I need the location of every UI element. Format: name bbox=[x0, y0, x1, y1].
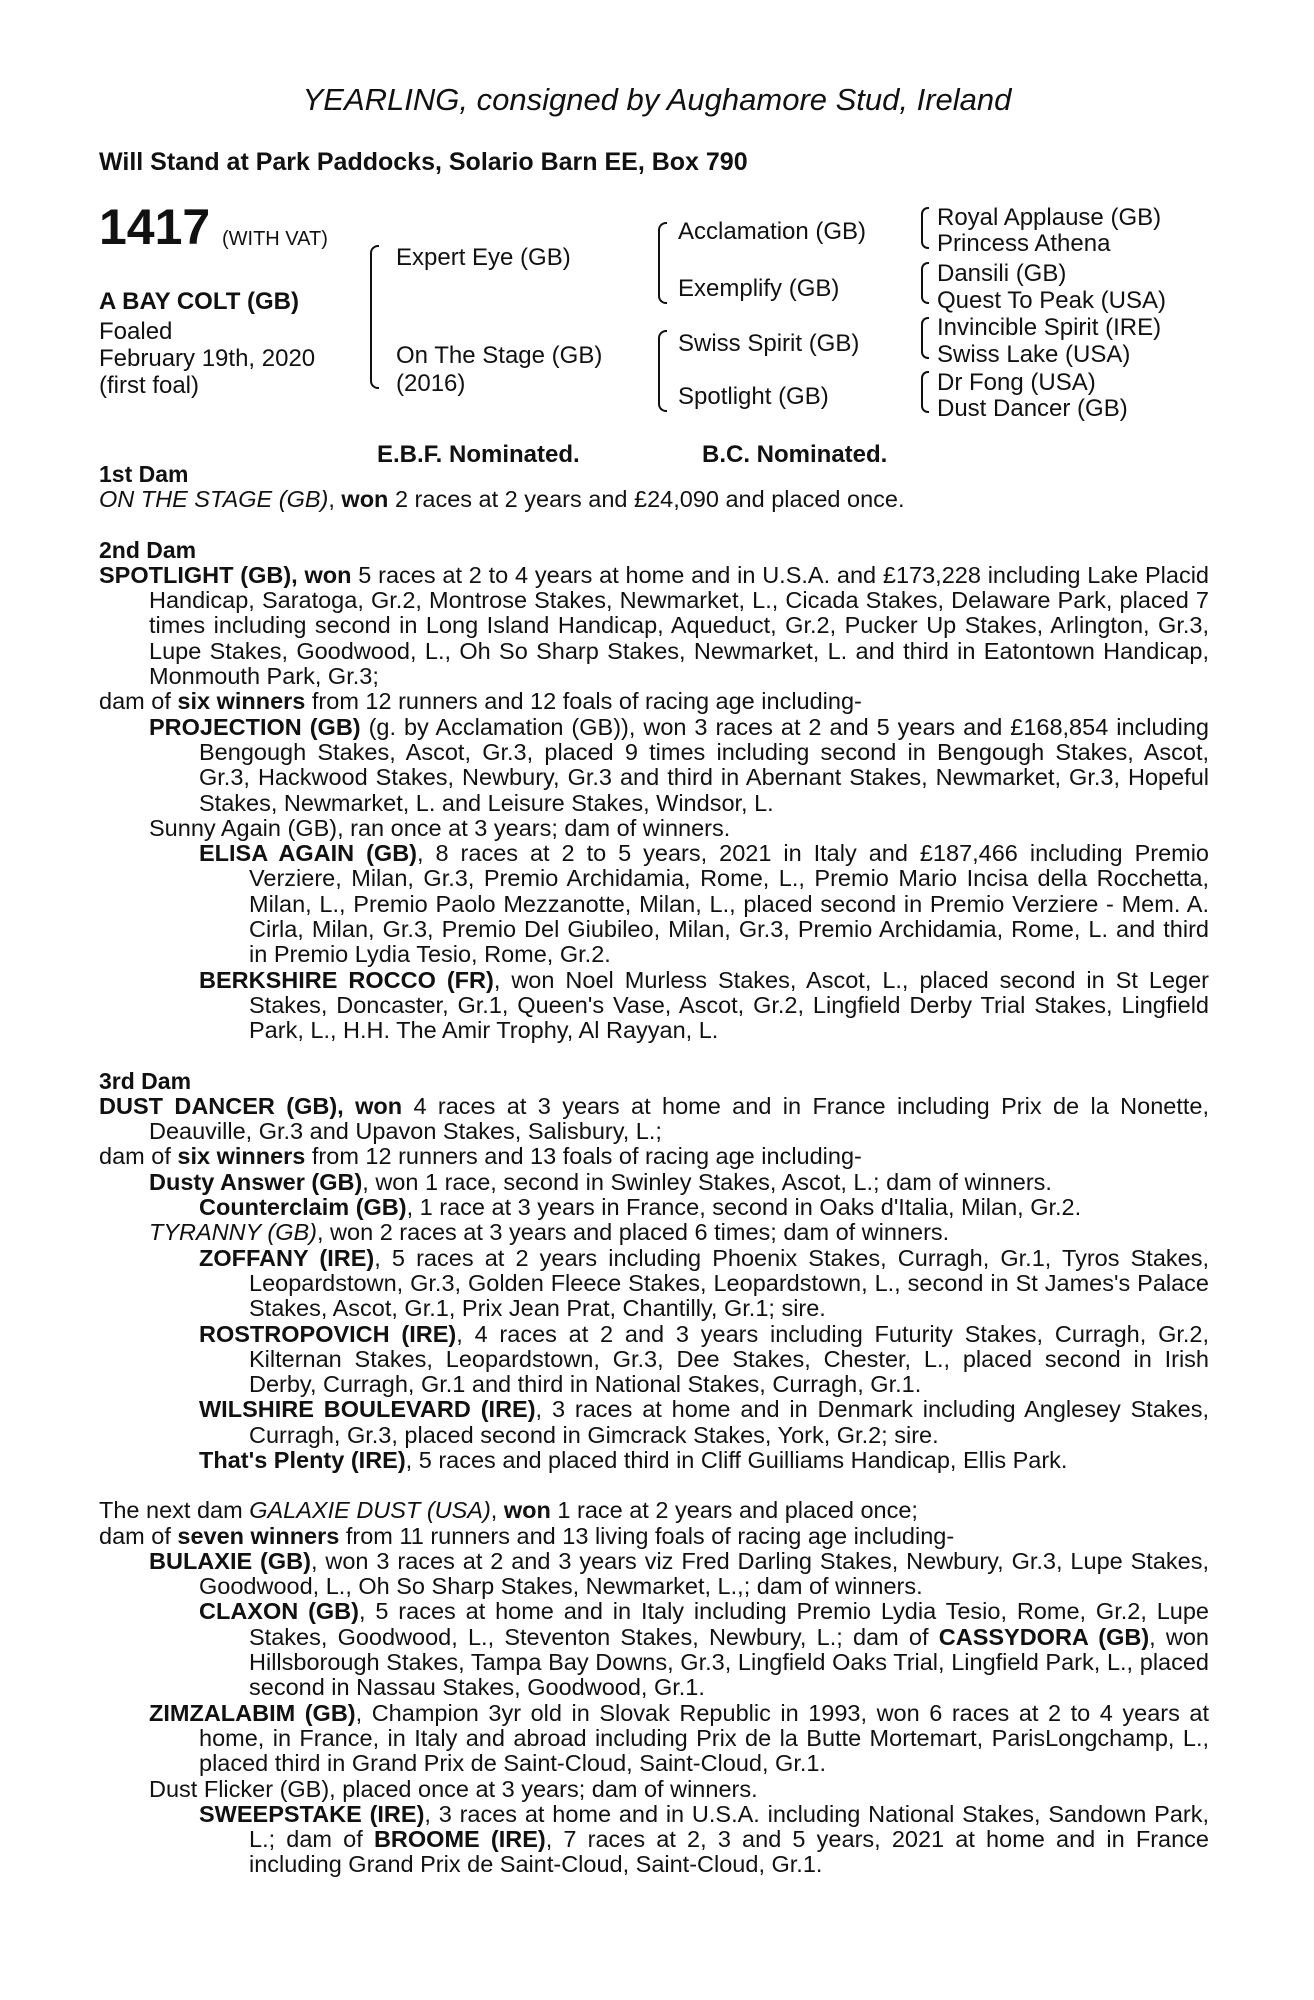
broome-text: , 7 races at 2, 3 and 5 years, 2021 at home and in France including Grand Prix de Saint-Cloud, Saint-Cloud, Gr.1. bbox=[249, 1826, 1209, 1878]
sweepstake-text: , 3 races at home and in U.S.A. including National Stakes, Sandown Park, L.; dam of bbox=[249, 1800, 1209, 1853]
zimzalabim-name: ZIMZALABIM (GB) bbox=[149, 1699, 356, 1726]
pedigree-dd-sire: Dr Fong (USA) bbox=[937, 369, 1096, 396]
pedigree-brace-sd bbox=[921, 262, 929, 304]
first-dam-text: 2 races at 2 years and £24,090 and placed once. bbox=[388, 486, 905, 513]
second-dam-heading: 2nd Dam bbox=[99, 536, 197, 563]
claxon-text: , 5 races at home and in Italy including Premio Lydia Tesio, Rome, Gr.2, Lupe Stakes, Goodwood, L., Steventon Stakes, Newbury, L.; dam of bbox=[249, 1598, 1209, 1650]
rostropovich-name: ROSTROPOVICH (IRE) bbox=[199, 1320, 457, 1347]
winners-count: seven winners bbox=[177, 1522, 340, 1549]
pedigree-sire-dam: Exemplify (GB) bbox=[678, 275, 840, 302]
produce-tyranny bbox=[99, 1220, 1209, 1245]
winners-count: six winners bbox=[177, 1143, 306, 1170]
third-dam-entry bbox=[99, 1094, 1209, 1145]
produce-zimzalabim bbox=[99, 1701, 1209, 1777]
third-dam-heading: 3rd Dam bbox=[99, 1067, 192, 1094]
pedigree-brace-dd bbox=[921, 371, 929, 413]
produce-projection bbox=[99, 715, 1209, 816]
pedigree-dam-dam: Spotlight (GB) bbox=[678, 383, 829, 410]
foaled-label: Foaled bbox=[99, 318, 173, 345]
zimzalabim-text: , Champion 3yr old in Slovak Republic in 1993, won 6 races at 2 to 4 years at home, in France, in Italy and abroad including Prix de la Butte Mortemart, ParisLongchamp, L., placed third in Grand Prix de Saint-Cloud, Saint-Cloud, Gr.1. bbox=[199, 1699, 1209, 1777]
runners-text: from 12 runners and 12 foals of racing age including- bbox=[305, 688, 862, 715]
tyranny-text: , won 2 races at 3 years and placed 6 times; dam of winners. bbox=[317, 1219, 950, 1246]
second-dam-entry bbox=[99, 563, 1209, 689]
cassydora-name: CASSYDORA (GB) bbox=[938, 1623, 1150, 1650]
winners-count: six winners bbox=[177, 688, 306, 715]
produce-sweepstake bbox=[99, 1802, 1209, 1878]
dusty-text: , won 1 race, second in Swinley Stakes, Ascot, L.; dam of winners. bbox=[362, 1168, 1052, 1195]
dam-of-prefix: dam of bbox=[99, 688, 178, 715]
pedigree-sd-sire: Dansili (GB) bbox=[937, 260, 1067, 287]
elisa-text: , 8 races at 2 to 5 years, 2021 in Italy and £187,466 including Premio Verziere, Milan, Gr.3, Premio Archidamia, Rome, L., Premio Mario Incisa della Rocchetta, Milan, L., Premio Paolo Mezzanotte, Milan, L., placed second in Premio Verziere - Mem. A. Cirla, Milan, Gr.3, Premio Del Giubileo, Milan, Gr.3, Premio Archidamia, Rome, L. and third in Premio Lydia Tesio, Rome, Gr.2. bbox=[249, 840, 1210, 968]
pedigree-ds-dam: Swiss Lake (USA) bbox=[937, 341, 1131, 368]
pedigree-dam: On The Stage (GB) bbox=[396, 342, 603, 369]
bulaxie-text: , won 3 races at 2 and 3 years viz Fred Darling Stakes, Newbury, Gr.3, Lupe Stakes, Goodwood, L., Oh So Sharp Stakes, Newmarket, L.,; dam of winners. bbox=[199, 1547, 1209, 1600]
pedigree-ss-dam: Princess Athena bbox=[937, 230, 1111, 257]
produce-counterclaim bbox=[99, 1195, 1209, 1220]
produce-thats-plenty bbox=[99, 1448, 1209, 1473]
first-dam-name: ON THE STAGE (GB) bbox=[99, 486, 329, 513]
berkshire-text: , won Noel Murless Stakes, Ascot, L., placed second in St Leger Stakes, Doncaster, Gr.1, Queen's Vase, Ascot, Gr.2, Lingfield Derby Trial Stakes, Lingfield Park, L., H.H. The Amir Trophy, Al Rayyan, L. bbox=[249, 966, 1209, 1044]
pedigree-dam-sire: Swiss Spirit (GB) bbox=[678, 330, 860, 357]
dam-of-prefix: dam of bbox=[99, 1522, 178, 1549]
first-dam-entry: ON THE STAGE (GB), won 2 races at 2 years and £24,090 and placed once. bbox=[99, 486, 905, 513]
runners-text: from 11 runners and 13 living foals of racing age including- bbox=[339, 1522, 955, 1549]
bc-nomination: B.C. Nominated. bbox=[702, 441, 888, 468]
counterclaim-name: Counterclaim (GB) bbox=[199, 1194, 407, 1221]
lot-vat: (WITH VAT) bbox=[222, 228, 328, 250]
plenty-name: That's Plenty (IRE) bbox=[199, 1446, 406, 1473]
pedigree-brace-sire bbox=[658, 222, 667, 304]
tyranny-name: TYRANNY (GB) bbox=[149, 1219, 317, 1246]
second-dam-text: 5 races at 2 to 4 years at home and in U.S.A. and £173,228 including Lake Placid Handicap, Saratoga, Gr.2, Montrose Stakes, Newmarket, L., Cicada Stakes, Delaware Park, placed 7 times including second in Long Island Handicap, Aqueduct, Gr.2, Pucker Up Stakes, Arlington, Gr.3, Lupe Stakes, Goodwood, L., Oh So Sharp Stakes, Newmarket, L. and third in Eatontown Handicap, Monmouth Park, Gr.3; bbox=[149, 561, 1209, 690]
next-dam-produce-line bbox=[99, 1524, 1209, 1549]
pedigree-dam-year: (2016) bbox=[396, 370, 466, 397]
next-dam-text: 1 race at 2 years and placed once; bbox=[550, 1497, 918, 1524]
first-dam-won: won bbox=[341, 486, 389, 513]
broome-name: BROOME (IRE) bbox=[373, 1826, 546, 1853]
second-dam-produce-line bbox=[99, 689, 1209, 714]
stand-location: Will Stand at Park Paddocks, Solario Barn EE, Box 790 bbox=[99, 148, 748, 176]
next-dam-intro: The next dam bbox=[99, 1497, 250, 1524]
dam-of-prefix: dam of bbox=[99, 1143, 178, 1170]
rostropovich-text: , 4 races at 2 and 3 years including Futurity Stakes, Curragh, Gr.2, Kilternan Stakes, Leopardstown, Gr.3, Dee Stakes, Chester, L., placed second in Irish Derby, Curragh, Gr.1 and third in National Stakes, Curragh, Gr.1. bbox=[249, 1320, 1210, 1398]
pedigree-ds-sire: Invincible Spirit (IRE) bbox=[937, 314, 1162, 341]
claxon-name: CLAXON (GB) bbox=[199, 1598, 359, 1625]
next-dam-won: won bbox=[503, 1497, 551, 1524]
produce-zoffany bbox=[99, 1246, 1209, 1322]
produce-record bbox=[99, 462, 1209, 1878]
pedigree-brace-main bbox=[370, 245, 379, 389]
produce-claxon bbox=[99, 1599, 1209, 1700]
horse-description: A BAY COLT (GB) bbox=[99, 288, 300, 315]
wilshire-text: , 3 races at home and in Denmark including Anglesey Stakes, Curragh, Gr.3, placed second in Gimcrack Stakes, York, Gr.2; sire. bbox=[249, 1396, 1209, 1448]
next-dam-name: GALAXIE DUST (USA) bbox=[249, 1497, 491, 1524]
produce-berkshire-rocco bbox=[99, 968, 1209, 1044]
next-dam-entry: The next dam GALAXIE DUST (USA), won 1 race at 2 years and placed once; bbox=[99, 1497, 918, 1524]
pedigree-brace-ds bbox=[921, 317, 929, 359]
produce-rostropovich bbox=[99, 1322, 1209, 1398]
sweepstake-name: SWEEPSTAKE (IRE) bbox=[199, 1800, 425, 1827]
pedigree-sire: Expert Eye (GB) bbox=[396, 244, 571, 271]
plenty-text: , 5 races and placed third in Cliff Guilliams Handicap, Ellis Park. bbox=[405, 1446, 1068, 1473]
pedigree-sire-sire: Acclamation (GB) bbox=[678, 218, 867, 245]
cassydora-text: , won Hillsborough Stakes, Tampa Bay Downs, Gr.3, Lingfield Oaks Trial, Lingfield Park, L., placed second in Nassau Stakes, Goodwood, Gr.1. bbox=[249, 1623, 1210, 1701]
third-dam-produce-line bbox=[99, 1144, 1209, 1169]
pedigree-ss-sire: Royal Applause (GB) bbox=[937, 204, 1162, 231]
third-dam-name: DUST DANCER (GB), won bbox=[99, 1092, 403, 1119]
pedigree-brace-ss bbox=[921, 207, 929, 249]
first-foal-note: (first foal) bbox=[99, 372, 200, 399]
produce-dusty-answer bbox=[99, 1170, 1209, 1195]
lot-number: 1417 bbox=[99, 199, 211, 255]
produce-elisa-again bbox=[99, 841, 1209, 967]
counterclaim-text: , 1 race at 3 years in France, second in Oaks d'Italia, Milan, Gr.2. bbox=[406, 1194, 1082, 1221]
consignor-header: YEARLING, consigned by Aughamore Stud, Ireland bbox=[302, 82, 1012, 117]
produce-bulaxie bbox=[99, 1549, 1209, 1600]
wilshire-name: WILSHIRE BOULEVARD (IRE) bbox=[199, 1396, 536, 1423]
runners-text: from 12 runners and 13 foals of racing age including- bbox=[305, 1143, 862, 1170]
pedigree-brace-dam bbox=[658, 330, 667, 412]
third-dam-text: 4 races at 3 years at home and in France including Prix de la Nonette, Deauville, Gr.3 and Upavon Stakes, Salisbury, L.; bbox=[149, 1092, 1210, 1145]
pedigree-dd-dam: Dust Dancer (GB) bbox=[937, 395, 1128, 422]
bulaxie-name: BULAXIE (GB) bbox=[149, 1547, 311, 1574]
projection-text: (g. by Acclamation (GB)), won 3 races at 2 and 5 years and £168,854 including Bengough Stakes, Ascot, Gr.3, placed 9 times including second in Bengough Stakes, Ascot, Gr.3, Hackwood Stakes, Newbury, Gr.3 and third in Abernant Stakes, Newmarket, Gr.3, Hopeful Stakes, Newmarket, L. and Leisure Stakes, Windsor, L. bbox=[199, 713, 1209, 816]
zoffany-name: ZOFFANY (IRE) bbox=[199, 1244, 375, 1271]
ebf-nomination: E.B.F. Nominated. bbox=[377, 441, 580, 468]
projection-name: PROJECTION (GB) bbox=[149, 713, 361, 740]
pedigree-sd-dam: Quest To Peak (USA) bbox=[937, 287, 1166, 314]
produce-wilshire-boulevard bbox=[99, 1397, 1209, 1448]
produce-dust-flicker: Dust Flicker (GB), placed once at 3 years; dam of winners. bbox=[149, 1775, 758, 1802]
dusty-name: Dusty Answer (GB) bbox=[149, 1168, 363, 1195]
first-dam-heading: 1st Dam bbox=[99, 461, 189, 487]
zoffany-text: , 5 races at 2 years including Phoenix Stakes, Curragh, Gr.1, Tyros Stakes, Leopardstown, Gr.3, Golden Fleece Stakes, Leopardstown, L., second in St James's Palace Stakes, Ascot, Gr.1, Prix Jean Prat, Chantilly, Gr.1; sire. bbox=[249, 1244, 1209, 1322]
elisa-name: ELISA AGAIN (GB) bbox=[199, 840, 418, 867]
berkshire-name: BERKSHIRE ROCCO (FR) bbox=[199, 966, 494, 993]
second-dam-name: SPOTLIGHT (GB), won bbox=[99, 561, 352, 588]
produce-sunny-again: Sunny Again (GB), ran once at 3 years; dam of winners. bbox=[149, 814, 731, 841]
foaled-date: February 19th, 2020 bbox=[99, 345, 316, 372]
